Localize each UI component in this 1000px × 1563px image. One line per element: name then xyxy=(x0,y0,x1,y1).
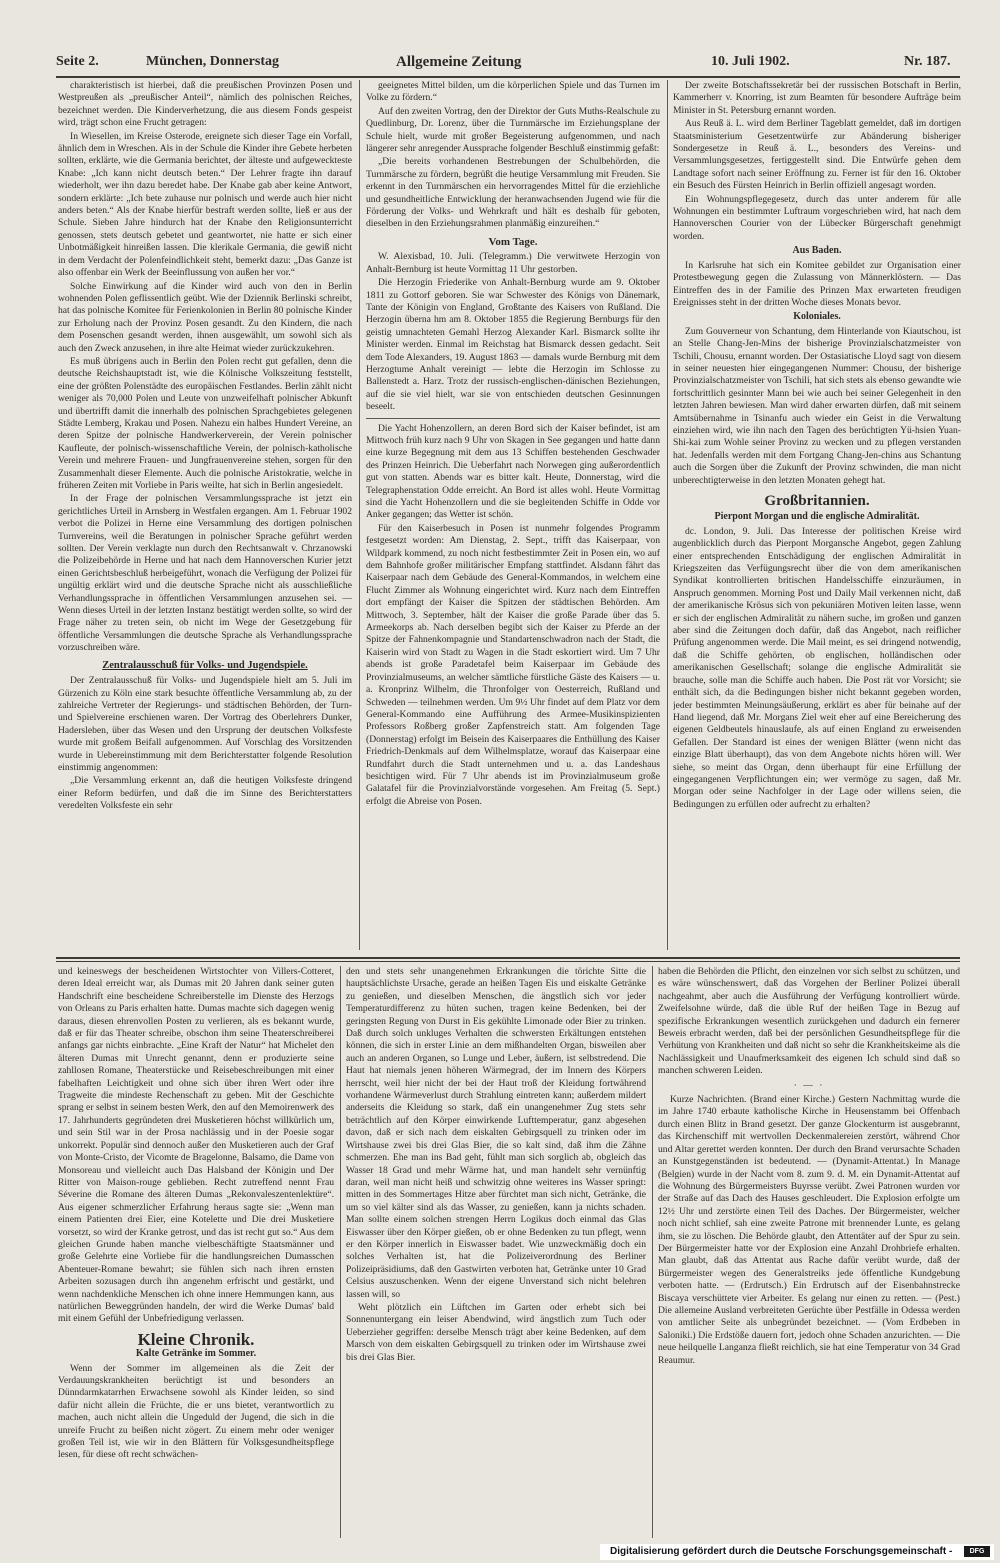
column-divider xyxy=(359,80,360,950)
section-heading-large: Großbritannien. xyxy=(764,493,870,509)
lower-column-3 xyxy=(658,966,960,1538)
dfg-logo: DFG xyxy=(964,1546,990,1557)
section-heading-large: Kleine Chronik. xyxy=(137,1329,255,1349)
paragraph: Aus Reuß ä. L. wird dem Berliner Tageblatt gemeldet, daß im dortigen Staatsministerium Gesetzentwürfe zur Abänderung bisheriger Sondergesetze in Reuß ä. L., besonders des Vereins- und Versammlungsgesetzes, fertiggestellt sind. Die Entwürfe gehen dem Landtage sofort nach seiner Eröffnung zu. Ferner ist für den 16. Oktober ein Besuch des Fürsten Heinrich in Berlin offiziell angesagt worden. xyxy=(673,118,961,192)
section-heading: Koloniales. xyxy=(793,311,841,323)
sub-heading: Kalte Getränke im Sommer. xyxy=(135,1348,257,1360)
paragraph: Die Herzogin Friederike von Anhalt-Bernburg wurde am 9. Oktober 1811 zu Gottorf geboren. Sie war Schwester des Königs von Dänemark, Tante der Königin von England, Großtante des Kaisers von Rußland. Die Herzogin überna hm am 8. Oktober 1855 die Regierung Bernburgs für den geistig umnachteten Gemahl Herzog Alexander Karl. Bismarck sollte ihr Minister werden. Einmal im Reichstag hat Bismarck dessen gedacht. Seit dem Tode Alexanders, 19. August 1863 — damals wurde Bernburg mit dem Herzogtume Anhalt vereinigt — lebte die Herzogin im Schlosse zu Ballenstedt a. Harz. Trotz der russisch-englischen-dänischen Beziehungen, auf die sie viel hielt, war sie von entschieden deutschen Gesinnungen beseelt. xyxy=(366,277,660,413)
issue-number: Nr. 187. xyxy=(904,54,951,69)
place-day: München, Donnerstag xyxy=(146,54,280,69)
column-divider xyxy=(340,966,341,1538)
paragraph: und keineswegs der bescheidenen Wirtstochter von Villers-Cotteret, deren Ideal erreicht war, als Dumas mit 20 Jahren dank seiner guten Handschrift eine bescheidene Schreiberstelle im Dienste des Herzogs von Orleans zu Paris erhalten hatte. Dumas machte sich dagegen wenig daraus, diesen ehrenvollen Posten zu verlieren, als es bekannt wurde, daß er für das Theater schreibe, obschon ihm seine Theaterschreiberei anfangs gar nichts einbrachte. „Eine Kraft der Natur“ hat Michelet den älteren Dumas mit Unrecht genannt, denn er produzierte seine zahllosen Romane, Theaterstücke und Reisebeschreibungen mit einer fabelhaften Leichtigkeit und ohne sich über ihren Wert oder ihre Tragweite die mindeste Rechenschaft zu geben. Mit der Geschichte sprang er selbst in seinem besten Werk, den auf den Memoirenwerk des 17. Jahrhunderts gegründeten drei Musketieren höchst willkürlich um, und sein Stil war in der Prosa nachlässig und in der Poesie sogar unkorrekt. Populär sind dennoch außer den Musketieren auch der Graf von Monte-Cristo, der Vicomte de Bragelonne, Balsamo, die Dame von Monsoreau und vielleicht auch Das Halsband der Königin und Der Ritter von Maison-rouge geblieben. Recht zutreffend nennt Frau Séverine die Romane des älteren Dumas „Rekonvaleszentenlektüre“. Aus eigener schmerzlicher Erfahrung heraus sagte sie: „Wenn man einem Patienten drei Eier, eine Kotelette und Die drei Musketiere vorsetzt, so wird der Kranke getrost, und das ist recht gut so.“ Aus dem gleichen Grunde haben manche vielbeschäftigte Staatsmänner und große Gelehrte eine Vorliebe für die handlungsreichen Dumasschen Abenteuer-Romane bewahrt; sie fühlen sich nach ihren ernsten Arbeiten sozusagen durch ihn angenehm erfrischt und gestärkt, und wenn nachdenkliche Menschen ich ohne innere Hemmungen kann, aus natürlichen Beweggründen handeln, der wird die Werke Dumas' bald mit einem Gefühl der Unbefriedigung verlassen. xyxy=(58,966,334,1325)
issue-date: 10. Juli 1902. xyxy=(711,54,790,69)
paragraph: W. Alexisbad, 10. Juli. (Telegramm.) Die verwitwete Herzogin von Anhalt-Bernburg ist heute Vormittag 11 Uhr gestorben. xyxy=(366,251,660,275)
feuilleton-rule xyxy=(56,957,960,959)
lower-column-2 xyxy=(346,966,646,1538)
paragraph: Es muß übrigens auch in Berlin den Polen recht gut gefallen, denn die deutsche Reichshauptstadt ist, wie die Kölnische Volkszeitung feststellt, eine der größten Polenstädte des europäischen Festlandes. Berlin zählt nicht weniger als 70,000 Polen und Leute von unzweifelhaft polnischer Abkunft und übertrifft damit die innerhalb des polnischen Sprachgebietes gelegenen Städte Lemberg, Krakau und Posen. Nahezu ein halbes Hundert Vereine, an deren Spitze der polnische Handwerkerverein, der Verein polnischer Kaufleute, der polnisch-wissenschaftliche Verein, der polnisch-katholische Verein und mehrere Frauen- und Jungfrauenvereine stehen, sorgen für den Zusammenhalt dieser Elemente. Auch die polnische Aristokratie, welche in früheren Zeiten mit Vorliebe in Paris weilte, hat sich in Berlin angesiedelt. xyxy=(58,355,352,491)
paragraph: Weht plötzlich ein Lüftchen im Garten oder erhebt sich bei Sonnenuntergang ein leiser Abendwind, wird ängstlich zum Tuch oder Ueberzieher gegriffen: derselbe Mensch trägt aber keine Bedenken, auf dem Marsch von dem eiskalten Gebirgsquell zu trinken oder im Wirtshause zwei bis drei Glas Bier. xyxy=(346,1301,646,1363)
paragraph: Auf den zweiten Vortrag, den der Direktor der Guts Muths-Realschule zu Quedlinburg, Dr. Lorenz, über die Turnmärsche im Erziehungsplane der Schule hielt, wurde mit großer Begeisterung aufgenommen, und nach längerer sehr anregender Aussprache folgender Beschluß einstimmig gefaßt: xyxy=(366,105,660,155)
paragraph: charakteristisch ist hierbei, daß die preußischen Provinzen Posen und Westpreußen als „preußischer Anteil“, nämlich des polnischen Reiches, bezeichnet werden. Die Kinderverhetzung, die aus diesem Fonds gespeist wird, trägt schon eine Frucht getragen: xyxy=(58,80,352,129)
column-3 xyxy=(673,80,961,950)
paragraph: Der zweite Botschaftssekretär bei der russischen Botschaft in Berlin, Kammerherr v. Knorring, ist zum Beamten für besondere Aufträge beim Minister in St. Petersburg ernannt worden. xyxy=(673,80,961,116)
paragraph: Kurze Nachrichten. (Brand einer Kirche.) Gestern Nachmittag wurde die im Jahre 1740 erbaute katholische Kirche in Heusenstamm bei Offenbach durch einen Blitz in Brand gesetzt. Der ganze Glockenturm ist ausgebrannt, das Kirchenschiff mit wertvollen Deckenmalereien zerstört, während Chor und Altar gerettet werden konnten. Der durch den Brand verursachte Schaden an Kunstgegenständen ist bedeutend. — (Dynamit-Attentat.) In Manage (Belgien) wurde in der Nacht vom 8. zum 9. d. M. ein Dynamit-Attentat auf die Wohnung des Bürgermeisters Buyrsse verübt. Zwei Patronen wurden vor der Straße auf das Dach des Hauses geschleudert. Die Explosion erfolgte um 12½ Uhr und zerstörte einen Teil des Daches. Der Bürgermeister, welcher noch nicht schlief, sah eine zweite Patrone mit brennender Lunte, es gelang ihm, sie zu löschen. Die Behörde glaubt, den Attentäter auf der Spur zu sein. Der Bürgermeister hatte vor der Explosion eine Anzahl Drohbriefe erhalten. Man glaubt, daß das Attentat aus Rache dafür verübt wurde, daß der Bürgermeister wegen des Generalstreiks jede öffentliche Kundgebung verboten hatte. — (Erdrutsch.) Ein Erdrutsch auf der Eisenbahnstrecke Biscaya verschüttete vier Arbeiter. Es gelang nur einen zu retten. — (Pest.) Die allemeine Ausland verbreiteten Gerüchte über Pestfälle in Odessa werden von amtlicher Seite als unbegründet bezeichnet. — (Vom Erdbeben in Saloniki.) Die Erdstöße dauern fort, jedoch ohne Schaden anzurichten. — Die neue heilquelle Langanza fließt reichlich, sie hat eine Temperatur von 34 Grad Reaumur. xyxy=(658,1094,960,1366)
footer-text: Digitalisierung gefördert durch die Deutsche Forschungsgemeinschaft - xyxy=(610,1546,953,1557)
feuilleton-rule-thin xyxy=(56,961,960,962)
sub-heading: Pierpont Morgan und die englische Admiralität. xyxy=(714,511,920,523)
column-divider xyxy=(652,966,653,1538)
page-header xyxy=(56,52,960,76)
section-heading: Aus Baden. xyxy=(792,245,842,257)
paragraph: haben die Behörden die Pflicht, den einzelnen vor sich selbst zu schützen, und es wäre wünschenswert, daß das Vorgehen der Berliner Polizei überall nachgeahmt, aber auch die Ausführung der Verfügung kontrolliert würde. Zweifelsohne würde, daß die üble Ruf der heißen Tage in Bezug auf spezifische Erkrankungen wesentlich zurückgehen und dadurch ein fernerer Beweis erbracht werden, daß bei der persönlichen Gesundheitspflege für die Verhütung von Krankheiten und daß nicht so sehr die Krankheitskeime als die Nachlässigkeit und Unaufmerksamkeit des eigenen Ich schuld sind daß so manchen schweren Leiden. xyxy=(658,966,960,1077)
paragraph: In Karlsruhe hat sich ein Komitee gebildet zur Organisation einer Protestbewegung gegen die Zulassung von Männerklöstern. — Das Eintreffen des in der Familie des Prinzen Max erwarteten freudigen Ereignisses steht in der dritten Woche dieses Monats bevor. xyxy=(673,259,961,308)
paragraph: „Die Versammlung erkennt an, daß die heutigen Volksfeste dringend einer Reform bedürfen, und daß die im Sinne des Berichterstatters veredelten Volksfeste ein sehr xyxy=(58,775,352,812)
paragraph: In Wiesellen, im Kreise Osterode, ereignete sich dieser Tage ein Vorfall, ähnlich dem in Wreschen. Als in der Schule die Kinder ihre Gebete herbeten sollten, erklärte, wie die Germania berichtet, der älteste und aufgeweckteste Knabe: „Ich kann nicht deutsch beten.“ Der Lehrer fragte ihn darauf wiederholt, wer ihn dazu beredet habe. Der Knabe gab aber keine Antwort, sondern erklärte: „Ich bete zuhause nur polnisch und werde auch hier nicht anders beten.“ Als der Knabe hierfür bestraft werden sollte, ließ er aus der Schule. Sieben Jahre hindurch hat der Knabe den Religionsunterricht genossen, stets deutsch gebetet und geantwortet, nie hatte er sich einer Unbotmäßigkeit hinreißen lassen. Die klerikale Germania, die gewiß nicht in dem Verdacht der Polenfeindlichkeit steht, bemerkt dazu: „Das Ganze ist also offenbar ein Werk der Beeinflussung von außen her vor.“ xyxy=(58,130,352,279)
paragraph: Zum Gouverneur von Schantung, dem Hinterlande von Kiautschou, ist an Stelle Chang-Jen-Mins der bisherige Provinzialschatzmeister von Tschili, Chousu, ernannt worden. Der Ostasiatische Lloyd sagt von diesem in seiner neuesten hier eingegangenen Nummer: Chousu, der bisherige Provinzialschatzmeister von Tschili, hat sich stets als ebenso gewandte wie fortschrittlich gesinnter Mann bei wie auch bei seiner Gelegenheit in den letzten Jahren bewiesen. Man wird daher erwarten dürfen, daß mit seinem Amtsübernahme in Tsinanfu auch wieder ein Geist in die Verwaltung einziehen wird, wie ihn nach den Tagen des berüchtigten Yü-hsien Yuan-Shi-kai zum Wohle seiner Provinz zu wecken und zu pflegen verstanden hat. Jedenfalls werden mit dem Fortgang Chang-Jen-chins aus Schantung auch die Sorgen über die Zukunft der Provinz schwinden, die man nicht unberechtigterweise in den letzten Monaten gehegt hat. xyxy=(673,325,961,486)
page-number: Seite 2. xyxy=(56,54,99,69)
paragraph: geeignetes Mittel bilden, um die körperlichen Spiele und das Turnen im Volke zu fördern.“ xyxy=(366,80,660,104)
paragraph: den und stets sehr unangenehmen Erkrankungen die törichte Sitte die hauptsächlichste Ursache, gerade an heißen Tagen Eis und eiskalte Getränke zu genießen, und dieselben Menschen, die ängstlich sich vor jeder Temperaturdifferenz zu hüten suchen, tragen keine Bedenken, bei der geringsten Regung von Durst in Eis gekühlte Limonade oder Bier zu trinken. Daß durch solch unkluges Verhalten die schwersten Erkältungen entstehen können, die sich in erster Linie an dem mißhandelten Organ, bisweilen aber auch an anderen Organen, so Lunge und Leber, äußern, ist selbstredend. Die Haut hat niemals jenen höheren Wärmegrad, der im Innern des Körpers herrscht, weil hier nicht der bei der Haut troß der Kleidung fortwährend vorhandene Wärmeverlust durch Strahlung eintreten kann; außerdem mildert anderseits die Kleidung so stark, daß ein unangenehmer Zug stets sehr beträchtlich auf den Körper einwirkende Lufttemperatur, ganz abgesehen davon, daß er sich nach dem eiskalten Gebirgsquell zu trinken oder im Wirtshause zwei bis drei Glas Bier, die so kalt sind, daß ihm die Zähne schmerzen. Ehe man ins Bad geht, fühlt man sich sorglich ab, obgleich das Wasser 18 Grad und mehr Wärme hat, und man handelt sehr vernünftig daran, weil man nicht heiß und schwitzig ohne weiteres ins Wasser springt: mitten in des Sommertages Hitze aber fürchtet man sich nicht, Getränke, die um so viel kälter sind als das Wasser, zu genießen, kann ja nichts schaden. Man sollte einem solchen strengen Herrn Logikus doch einmal das Glas Eiswasser über den Körper gießen, ob er ohne Bedenken zu tun pflegt, wenn er den Körper innerlich in Eiswasser badet. Wie unzweckmäßig doch ein solches Verhalten ist, hat die Polizeiverordnung des Berliner Polizeipräsidiums, daß den Gastwirten verboten hat, Getränke unter 10 Grad Celsius auszuschenken. Wenn der eigene Unverstand sich nicht belehren lassen will, so xyxy=(346,966,646,1300)
paragraph: Ein Wohnungspflegegesetz, durch das unter anderem für alle Wohnungen ein bestimmter Luftraum vorgeschrieben wird, hat nach dem Hannoverschen Courier von der Lübecker Bürgerschaft genehmigt worden. xyxy=(673,193,961,242)
section-heading: Vom Tage. xyxy=(488,235,538,248)
column-2 xyxy=(366,80,660,950)
ornament-divider: · — · xyxy=(793,1079,825,1091)
separator xyxy=(366,418,660,419)
paragraph: Die Yacht Hohenzollern, an deren Bord sich der Kaiser befindet, ist am Mittwoch früh kurz nach 9 Uhr von Skagen in See gegangen und hatte dann eine kurze Begegnung mit dem aus 13 Schiffen bestehenden Geschwader des Prinzen Heinrich. Die Ueberfahrt nach Norwegen ging außerordentlich gut von statten. Abends war es bitter kalt. Heute, Donnerstag, wird die Telegraphenstation Odde erreicht. An Bord ist alles wohl. Heute Vormittag sind die Yacht Hohenzollern und die sie begleitenden Schiffe in Odde vor Anker gegangen; das Wetter ist schön. xyxy=(366,422,660,521)
newspaper-title: Allgemeine Zeitung xyxy=(396,54,522,70)
paragraph: Für den Kaiserbesuch in Posen ist nunmehr folgendes Programm festgesetzt worden: Am Dienstag, 2. Sept., trifft das Kaiserpaar, von Wildpark kommend, zu noch nicht festbestimmter Zeit in Posen ein, wo auf dem Bahnhofe großer militärischer Empfang stattfindet. Alsdann fährt das Kaiserpaar nach dem Gebäude des General-Kommandos, in welchem eine Flucht Zimmer als Wohnung eingerichtet wird. Kurz nach dem Eintreffen dort empfängt der Kaiser die Spitzen der städtischen Behörden. Am Mittwoch, 3. September, hält der Kaiser die große Parade über das 5. Armeekorps ab. Nach derselben begibt sich der Kaiser zu Pferde an der Spitze der Fahnenkompagnie und Standartenschwadron nach der Stadt, die Kaiserin wird von Stadt zu Wagen in die Stadt eskortiert wird. Um 7 Uhr abends ist große Paradetafel beim Kaiserpaar im Gebäude des Provinzialmuseums, an welcher sämtliche fürstliche Gäste des Kaisers — u. a. Kronprinz Wilhelm, die Thronfolger von Oesterreich, Rußland und Schweden — teilnehmen werden. Um 9½ Uhr findet auf dem Platz vor dem General-Kommando eine Aufführung des Armee-Musikinspizienten Professors Roßberg großer Zapfenstreich statt. Am folgenden Tage (Donnerstag) erfolgt im Beisein des Kaiserpaares die Enthüllung des Kaiser Friedrich-Denkmals auf dem Wilhelmsplatze, worauf das Kaiserpaar eine Rundfahrt durch die Stadt unternehmen und u. a. das Landeshaus besichtigen wird. Für 7 Uhr abends ist im Provinzialmuseum große Galatafel für die Provinzialvorstände vorgesehen. Am Freitag (5. Sept.) erfolgt die Abreise von Posen. xyxy=(366,522,660,807)
section-heading: Zentralausschuß für Volks- und Jugendspiele. xyxy=(102,659,308,671)
paragraph: Wenn der Sommer im allgemeinen als die Zeit der Verdauungskrankheiten berüchtigt ist und besonders an Dünndarmkatarrhen Erwachsene sowohl als Kinder leiden, so sind dafür nicht allein die Früchte, die er uns bietet, verantwortlich zu machen, auch nicht allein die Ungeduld der Jugend, die sich in die unreife Frucht zu beißen nicht zögert. Zu einem mehr oder weniger großen Teil ist, wie wir in den Blättern für Volksgesundheitspflege lesen, für diese oft recht schwächen- xyxy=(58,1362,334,1461)
paragraph: „Die bereits vorhandenen Bestrebungen der Schulbehörden, die Turnmärsche zu fördern, begrüßt die heutige Versammlung mit Freuden. Sie erkennt in den Turnmärschen ein hervorragendes Mittel für die erziehliche und gesundheitliche Entwicklung der heranwachsenden Jugend wie für die Förderung der Volks- und Wehrkraft und hält es deshalb für geboten, dieselben in den Erziehungsrahmen planmäßig einzureihen.“ xyxy=(366,156,660,230)
lower-column-1 xyxy=(58,966,334,1538)
paragraph: In der Frage der polnischen Versammlungssprache ist jetzt ein gerichtliches Urteil in Arnsberg in Westfalen ergangen. Am 1. Februar 1902 verbot die Polizei in Herne eine Versammlung des dortigen polnischen Turnvereins, weil die Beratungen in polnischer Sprache geführt werden sollten. Der Verein verklagte nun durch den Rechtsanwalt v. Chrzanowski die Polizeibehörde in Herne und hat nach dem Hannoverschen Kurier jetzt einen Gerichtsbeschluß herbeigeführt, wonach die Verfügung der Polizei für ungültig erklärt wird und die deutsche Sprache nicht als ausschließliche Verhandlungssprache in öffentlichen Versammlungen anzusehen sei. — Wenn dieses Urteil in der letzten Instanz bestätigt werden sollte, so wird der Frage näher zu treten sein, ob nicht im Wege der Gesetzgebung für öffentliche Versammlungen die deutsche Sprache als Verhandlungssprache vorzuschreiben wäre. xyxy=(58,493,352,654)
column-divider xyxy=(667,80,668,950)
paragraph: dc. London, 9. Juli. Das Interesse der politischen Kreise wird augenblicklich durch das Pierpont Morgansche Angebot, gegen Zahlung einer entsprechenden Entschädigung der englischen Admiralität in Kriegszeiten das Verfügungsrecht über die von dem amerikanischen Syndikat kontrollierten britischen Handelsschiffe einzuräumen, in Anspruch genommen. Morning Post und Daily Mail verkennen nicht, daß der amerikanische Krösus sich von pekuniären Motiven leiten lasse, wenn er sich der englischen Admiralität zu nähern suche, im großen und ganzen aber sind die Zeitungen doch dafür, daß das Angebot, nach reiflicher Prüfung angenommen werde. Die Mail meint, es sei dringend notwendig, daß die Schiffe gehörten, ob englischen, holländischen oder amerikanischen Gesellschaft; solange die englische Admiralität sie brauche, solle man die Schiffe auch haben. Die Post rät vor Vorsicht; sie enthält sich, da die Bedingungen bisher nicht bekannt gegeben worden, jeder bestimmten Meinungsäußerung, erklärt es aber für beinahe auf der Hand liegend, daß Mr. Morgans Ziel weit eher auf eine Bereicherung des eigenen Geldbeutels hinauslaufe, als auf einen England zu erweisenden Gefallen. Der Standard ist eines der wenigen Blätter (wenn nicht das einzige Blatt überhaupt), das von dem Angebote nichts hören will. Wer siehe, so meint das Organ, denn überhaupt für eine Erfüllung der eingegangenen Verpflichtungen ein; wer vermöge zu sagen, daß Mr. Morgan oder seine Nachfolger in der Lage oder willens seien, die Bedingungen zu erfüllen oder aufrecht zu erhalten? xyxy=(673,525,961,810)
digitization-footer xyxy=(600,1544,994,1560)
paragraph: Der Zentralausschuß für Volks- und Jugendspiele hielt am 5. Juli im Gürzenich zu Köln eine stark besuchte öffentliche Versammlung ab, zu der zahlreiche Vertreter der Regierungs- und städtischen Behörden, der Turn- und Spielvereine erschienen waren. Der Vortrag des Oberlehrers Dunker, Hadersleben, über das Wesen und den Ursprung der deutschen Volksfeste wurde mit großem Beifall aufgenommen. Auf Vorschlag des Vorsitzenden wurde in Uebereinstimmung mit dem Berichterstatter folgende Resolution einstimmig angenommen: xyxy=(58,675,352,773)
paragraph: Solche Einwirkung auf die Kinder wird auch von den in Berlin wohnenden Polen geflissentlich geübt. Wie der Dziennik Berlinski schreibt, hat das polnische Komitee für Ferienkolonien in Berlin 80 polnische Kinder zur Erholung nach der Provinz Posen gesandt. Zu den Kindern, die nach dem Posenschen gesandt werden, ihnen ausgewählt, um sowohl sich als auch den Zweck anzusehen, in ihre alte Heimat wieder zurückzukehren. xyxy=(58,280,352,354)
column-1 xyxy=(58,80,352,950)
header-rule xyxy=(56,76,960,78)
